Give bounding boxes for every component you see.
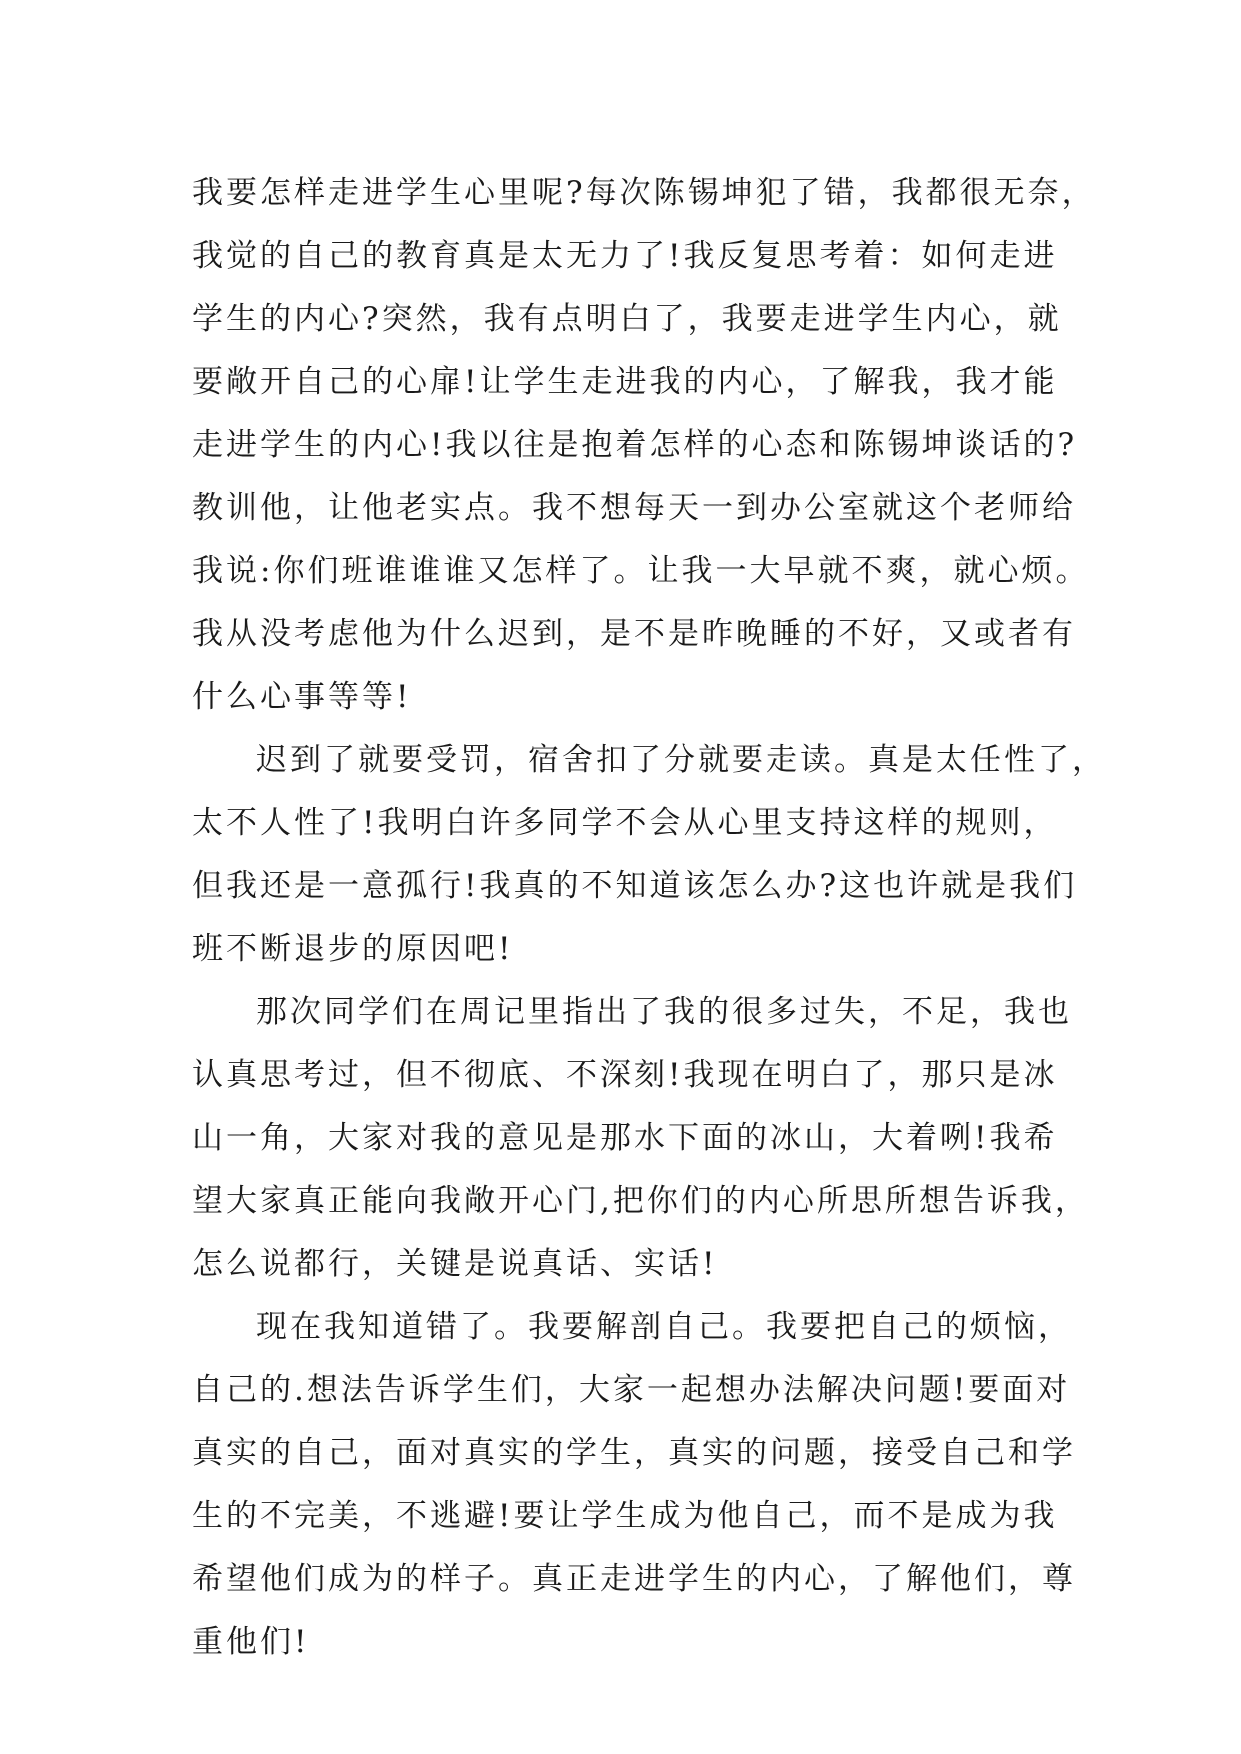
text-line: 现在我知道错了。我要解剖自己。我要把自己的烦恼， xyxy=(256,1309,1072,1345)
text-line: 太不人性了!我明白许多同学不会从心里支持这样的规则， xyxy=(192,805,1058,841)
document-body xyxy=(192,162,1106,1674)
text-line: 学生的内心?突然，我有点明白了，我要走进学生内心，就 xyxy=(192,301,1062,337)
text-line: 我觉的自己的教育真是太无力了!我反复思考着：如何走进 xyxy=(192,238,1058,274)
text-line: 要敞开自己的心扉!让学生走进我的内心，了解我，我才能 xyxy=(192,364,1058,400)
text-line: 重他们! xyxy=(192,1624,310,1660)
paragraph-4 xyxy=(192,1296,1076,1674)
text-line: 认真思考过，但不彻底、不深刻!我现在明白了，那只是冰 xyxy=(192,1057,1058,1093)
text-line: 什么心事等等! xyxy=(192,679,412,715)
text-line: 山一角，大家对我的意见是那水下面的冰山，大着咧!我希 xyxy=(192,1120,1058,1156)
text-line: 走进学生的内心!我以往是抱着怎样的心态和陈锡坤谈话的? xyxy=(192,427,1078,463)
text-line: 希望他们成为的样子。真正走进学生的内心，了解他们，尊 xyxy=(192,1561,1076,1597)
text-line: 怎么说都行，关键是说真话、实话! xyxy=(192,1246,718,1282)
paragraph-2 xyxy=(192,729,1106,981)
text-line: 真实的自己，面对真实的学生，真实的问题，接受自己和学 xyxy=(192,1435,1076,1471)
text-line: 教训他，让他老实点。我不想每天一到办公室就这个老师给 xyxy=(192,490,1076,526)
text-line: 我说:你们班谁谁谁又怎样了。让我一大早就不爽，就心烦。 xyxy=(192,553,1090,589)
text-line: 望大家真正能向我敞开心门,把你们的内心所思所想告诉我， xyxy=(192,1183,1089,1219)
text-line: 自己的.想法告诉学生们，大家一起想办法解决问题!要面对 xyxy=(192,1372,1071,1408)
text-line: 我从没考虑他为什么迟到，是不是昨晚睡的不好，又或者有 xyxy=(192,616,1076,652)
paragraph-3 xyxy=(192,981,1089,1296)
text-line: 我要怎样走进学生心里呢?每次陈锡坤犯了错，我都很无奈， xyxy=(192,175,1096,211)
text-line: 迟到了就要受罚，宿舍扣了分就要走读。真是太任性了， xyxy=(256,742,1106,778)
text-line: 但我还是一意孤行!我真的不知道该怎么办?这也许就是我们 xyxy=(192,868,1078,904)
paragraph-1 xyxy=(192,162,1096,729)
text-line: 生的不完美，不逃避!要让学生成为他自己，而不是成为我 xyxy=(192,1498,1058,1534)
text-line: 班不断退步的原因吧! xyxy=(192,931,514,967)
text-line: 那次同学们在周记里指出了我的很多过失，不足，我也 xyxy=(256,994,1072,1030)
